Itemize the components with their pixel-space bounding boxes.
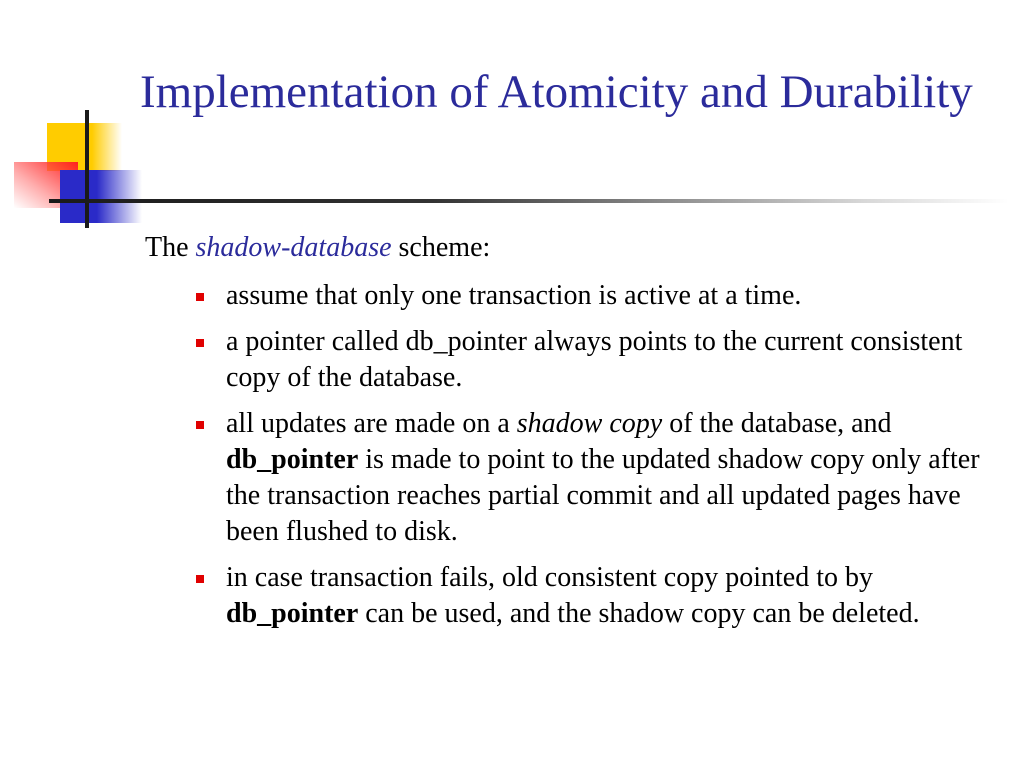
- intro-emphasis: shadow-database: [195, 232, 392, 263]
- bullet-text: is made to point to the updated shadow copy only after the transaction reaches partial commit and all updated pages have been flushed to disk.: [226, 444, 980, 547]
- list-item: [226, 324, 1006, 396]
- decor-blue-square: [60, 170, 142, 223]
- bullet-icon: [196, 339, 204, 347]
- intro-prefix: The: [145, 232, 196, 263]
- bullet-text: can be used, and the shadow copy can be deleted.: [358, 598, 920, 629]
- list-item: [226, 278, 1006, 314]
- bullet-text: a pointer called db_pointer always points to the current consistent copy of the database.: [226, 326, 963, 393]
- bullet-text: all updates are made on a: [226, 408, 517, 439]
- decor-vertical-line: [85, 110, 89, 228]
- bullet-list: [226, 278, 1006, 642]
- intro-line: [145, 232, 490, 264]
- bullet-italic: shadow copy: [516, 408, 663, 439]
- intro-suffix: scheme:: [391, 232, 491, 263]
- bullet-text: of the database, and: [662, 408, 892, 439]
- list-item: [226, 560, 1006, 632]
- bullet-text: in case transaction fails, old consistent copy pointed to by: [226, 562, 873, 593]
- bullet-icon: [196, 575, 204, 583]
- bullet-bold: db_pointer: [226, 598, 359, 629]
- list-item: [226, 406, 1006, 550]
- slide-title: Implementation of Atomicity and Durability: [140, 66, 973, 118]
- title-underline: [49, 199, 1009, 203]
- bullet-bold: db_pointer: [226, 444, 359, 475]
- bullet-icon: [196, 293, 204, 301]
- bullet-text: assume that only one transaction is active at a time.: [226, 280, 802, 311]
- bullet-icon: [196, 421, 204, 429]
